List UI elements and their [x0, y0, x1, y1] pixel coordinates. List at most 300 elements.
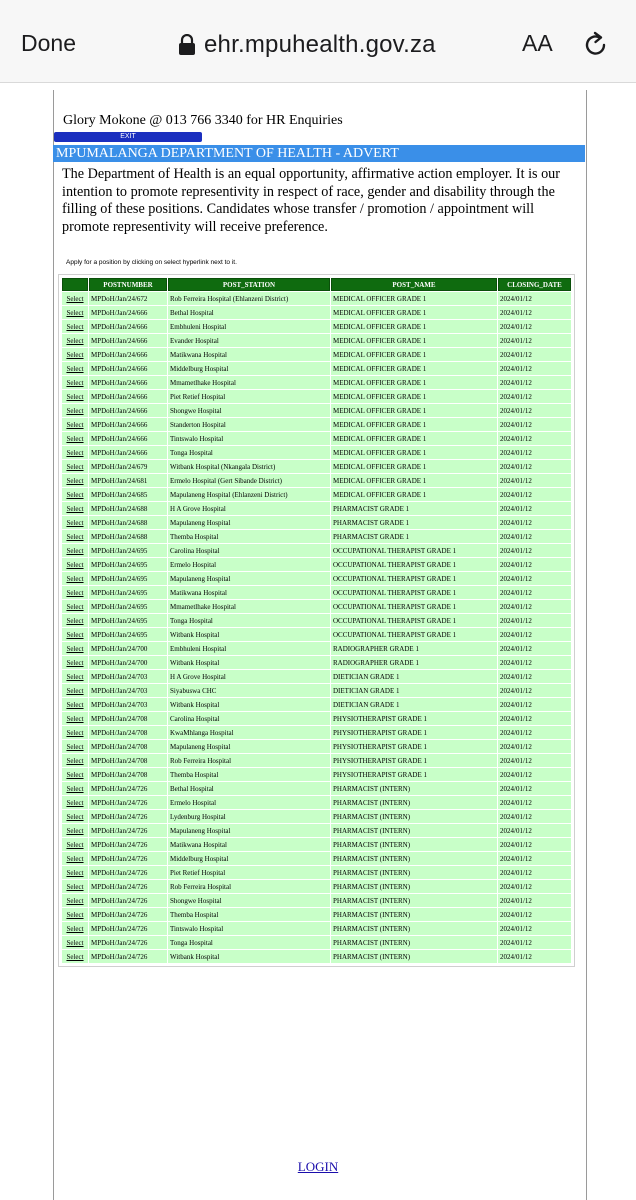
post-name-cell: PHARMACIST (INTERN) — [331, 908, 497, 921]
select-link[interactable]: Select — [62, 586, 88, 599]
post-name-cell: MEDICAL OFFICER GRADE 1 — [331, 362, 497, 375]
closing-date-cell: 2024/01/12 — [498, 628, 571, 641]
post-name-cell: RADIOGRAPHER GRADE 1 — [331, 642, 497, 655]
exit-button[interactable]: EXIT — [54, 132, 202, 142]
table-row — [62, 418, 571, 431]
post-station-cell: Carolina Hospital — [168, 544, 330, 557]
post-station-cell: Evander Hospital — [168, 334, 330, 347]
postnumber-cell: MPDoH/Jan/24/666 — [89, 446, 167, 459]
closing-date-cell: 2024/01/12 — [498, 782, 571, 795]
table-row — [62, 726, 571, 739]
table-row — [62, 432, 571, 445]
post-station-cell: Standerton Hospital — [168, 418, 330, 431]
table-row — [62, 642, 571, 655]
select-link[interactable]: Select — [62, 460, 88, 473]
closing-date-cell: 2024/01/12 — [498, 600, 571, 613]
post-name-cell: PHARMACIST (INTERN) — [331, 810, 497, 823]
postnumber-cell: MPDoH/Jan/24/688 — [89, 502, 167, 515]
table-row — [62, 782, 571, 795]
closing-date-cell: 2024/01/12 — [498, 334, 571, 347]
postnumber-cell: MPDoH/Jan/24/726 — [89, 782, 167, 795]
table-row — [62, 936, 571, 949]
closing-date-cell: 2024/01/12 — [498, 558, 571, 571]
text-size-button[interactable]: AA — [522, 30, 553, 56]
table-row — [62, 880, 571, 893]
select-link[interactable]: Select — [62, 600, 88, 613]
postnumber-cell: MPDoH/Jan/24/726 — [89, 838, 167, 851]
post-name-cell: PHARMACIST (INTERN) — [331, 950, 497, 963]
table-row — [62, 824, 571, 837]
post-station-cell: Ermelo Hospital — [168, 796, 330, 809]
browser-toolbar — [0, 0, 636, 83]
post-name-cell: MEDICAL OFFICER GRADE 1 — [331, 376, 497, 389]
table-row — [62, 586, 571, 599]
closing-date-cell: 2024/01/12 — [498, 516, 571, 529]
select-link[interactable]: Select — [62, 880, 88, 893]
post-name-cell: PHARMACIST (INTERN) — [331, 824, 497, 837]
closing-date-cell: 2024/01/12 — [498, 320, 571, 333]
post-station-cell: Embhuleni Hospital — [168, 320, 330, 333]
post-station-cell: Witbank Hospital (Nkangala District) — [168, 460, 330, 473]
postnumber-cell: MPDoH/Jan/24/666 — [89, 348, 167, 361]
select-link[interactable]: Select — [62, 488, 88, 501]
post-station-cell: Mmametlhake Hospital — [168, 600, 330, 613]
postnumber-cell: MPDoH/Jan/24/666 — [89, 404, 167, 417]
post-name-cell: MEDICAL OFFICER GRADE 1 — [331, 348, 497, 361]
select-link[interactable]: Select — [62, 628, 88, 641]
post-station-cell: Ermelo Hospital — [168, 558, 330, 571]
closing-date-cell: 2024/01/12 — [498, 446, 571, 459]
select-link[interactable]: Select — [62, 544, 88, 557]
closing-date-cell: 2024/01/12 — [498, 432, 571, 445]
table-row — [62, 600, 571, 613]
closing-date-cell: 2024/01/12 — [498, 544, 571, 557]
postnumber-cell: MPDoH/Jan/24/695 — [89, 614, 167, 627]
select-link[interactable]: Select — [62, 320, 88, 333]
select-link[interactable]: Select — [62, 362, 88, 375]
postnumber-cell: MPDoH/Jan/24/666 — [89, 376, 167, 389]
closing-date-cell: 2024/01/12 — [498, 698, 571, 711]
postnumber-cell: MPDoH/Jan/24/726 — [89, 824, 167, 837]
closing-date-cell: 2024/01/12 — [498, 614, 571, 627]
select-link[interactable]: Select — [62, 782, 88, 795]
table-row — [62, 502, 571, 515]
select-link[interactable]: Select — [62, 950, 88, 963]
table-row — [62, 488, 571, 501]
post-station-cell: Piet Retief Hospital — [168, 390, 330, 403]
closing-date-cell: 2024/01/12 — [498, 404, 571, 417]
postnumber-cell: MPDoH/Jan/24/666 — [89, 362, 167, 375]
table-row — [62, 670, 571, 683]
header-select — [62, 278, 88, 291]
header-post-station[interactable]: POST_STATION — [168, 278, 330, 291]
post-station-cell: Themba Hospital — [168, 530, 330, 543]
postnumber-cell: MPDoH/Jan/24/703 — [89, 684, 167, 697]
postnumber-cell: MPDoH/Jan/24/695 — [89, 586, 167, 599]
postnumber-cell: MPDoH/Jan/24/688 — [89, 516, 167, 529]
post-station-cell: Mapulaneng Hospital — [168, 740, 330, 753]
select-link[interactable]: Select — [62, 670, 88, 683]
postnumber-cell: MPDoH/Jan/24/688 — [89, 530, 167, 543]
post-name-cell: PHARMACIST (INTERN) — [331, 838, 497, 851]
table-row — [62, 460, 571, 473]
table-row — [62, 712, 571, 725]
select-link[interactable]: Select — [62, 852, 88, 865]
postnumber-cell: MPDoH/Jan/24/726 — [89, 796, 167, 809]
closing-date-cell: 2024/01/12 — [498, 768, 571, 781]
reload-icon[interactable] — [583, 30, 609, 58]
postnumber-cell: MPDoH/Jan/24/708 — [89, 754, 167, 767]
postnumber-cell: MPDoH/Jan/24/666 — [89, 390, 167, 403]
closing-date-cell: 2024/01/12 — [498, 306, 571, 319]
closing-date-cell: 2024/01/12 — [498, 866, 571, 879]
table-row — [62, 516, 571, 529]
select-link[interactable]: Select — [62, 908, 88, 921]
closing-date-cell: 2024/01/12 — [498, 586, 571, 599]
select-link[interactable]: Select — [62, 656, 88, 669]
table-row — [62, 810, 571, 823]
post-name-cell: MEDICAL OFFICER GRADE 1 — [331, 320, 497, 333]
postnumber-cell: MPDoH/Jan/24/703 — [89, 670, 167, 683]
closing-date-cell: 2024/01/12 — [498, 362, 571, 375]
post-station-cell: Mapulaneng Hospital (Ehlanzeni District) — [168, 488, 330, 501]
url-text: ehr.mpuhealth.gov.za — [204, 31, 436, 58]
post-name-cell: PHYSIOTHERAPIST GRADE 1 — [331, 740, 497, 753]
post-name-cell: OCCUPATIONAL THERAPIST GRADE 1 — [331, 544, 497, 557]
post-name-cell: PHYSIOTHERAPIST GRADE 1 — [331, 768, 497, 781]
select-link[interactable]: Select — [62, 740, 88, 753]
postnumber-cell: MPDoH/Jan/24/726 — [89, 908, 167, 921]
post-name-cell: PHARMACIST (INTERN) — [331, 782, 497, 795]
closing-date-cell: 2024/01/12 — [498, 390, 571, 403]
postnumber-cell: MPDoH/Jan/24/708 — [89, 726, 167, 739]
post-station-cell: Middelburg Hospital — [168, 852, 330, 865]
post-station-cell: Bethal Hospital — [168, 306, 330, 319]
closing-date-cell: 2024/01/12 — [498, 642, 571, 655]
postnumber-cell: MPDoH/Jan/24/679 — [89, 460, 167, 473]
postnumber-cell: MPDoH/Jan/24/703 — [89, 698, 167, 711]
post-name-cell: DIETICIAN GRADE 1 — [331, 684, 497, 697]
table-row — [62, 292, 571, 305]
select-link[interactable]: Select — [62, 726, 88, 739]
closing-date-cell: 2024/01/12 — [498, 908, 571, 921]
postnumber-cell: MPDoH/Jan/24/695 — [89, 558, 167, 571]
closing-date-cell: 2024/01/12 — [498, 796, 571, 809]
table-row — [62, 446, 571, 459]
done-button[interactable]: Done — [21, 30, 76, 56]
post-name-cell: PHARMACIST (INTERN) — [331, 866, 497, 879]
select-link[interactable]: Select — [62, 572, 88, 585]
postnumber-cell: MPDoH/Jan/24/666 — [89, 418, 167, 431]
postnumber-cell: MPDoH/Jan/24/708 — [89, 740, 167, 753]
select-link[interactable]: Select — [62, 866, 88, 879]
post-name-cell: PHYSIOTHERAPIST GRADE 1 — [331, 754, 497, 767]
post-name-cell: DIETICIAN GRADE 1 — [331, 698, 497, 711]
post-station-cell: Piet Retief Hospital — [168, 866, 330, 879]
postnumber-cell: MPDoH/Jan/24/695 — [89, 572, 167, 585]
select-link[interactable]: Select — [62, 754, 88, 767]
select-link[interactable]: Select — [62, 712, 88, 725]
closing-date-cell: 2024/01/12 — [498, 348, 571, 361]
post-name-cell: MEDICAL OFFICER GRADE 1 — [331, 460, 497, 473]
header-post-name[interactable]: POST_NAME — [331, 278, 497, 291]
closing-date-cell: 2024/01/12 — [498, 754, 571, 767]
select-link[interactable]: Select — [62, 768, 88, 781]
post-station-cell: Witbank Hospital — [168, 698, 330, 711]
table-row — [62, 852, 571, 865]
closing-date-cell: 2024/01/12 — [498, 880, 571, 893]
post-station-cell: Matikwana Hospital — [168, 586, 330, 599]
post-station-cell: Matikwana Hospital — [168, 348, 330, 361]
select-link[interactable]: Select — [62, 418, 88, 431]
post-station-cell: Rob Ferreira Hospital — [168, 754, 330, 767]
post-name-cell: PHARMACIST (INTERN) — [331, 852, 497, 865]
post-name-cell: PHARMACIST GRADE 1 — [331, 516, 497, 529]
post-station-cell: Witbank Hospital — [168, 950, 330, 963]
select-link[interactable]: Select — [62, 698, 88, 711]
postnumber-cell: MPDoH/Jan/24/681 — [89, 474, 167, 487]
table-row — [62, 544, 571, 557]
postnumber-cell: MPDoH/Jan/24/695 — [89, 544, 167, 557]
header-closing-date[interactable]: CLOSING_DATE — [498, 278, 571, 291]
postnumber-cell: MPDoH/Jan/24/666 — [89, 306, 167, 319]
post-name-cell: OCCUPATIONAL THERAPIST GRADE 1 — [331, 600, 497, 613]
post-name-cell: PHARMACIST (INTERN) — [331, 922, 497, 935]
table-row — [62, 754, 571, 767]
closing-date-cell: 2024/01/12 — [498, 824, 571, 837]
closing-date-cell: 2024/01/12 — [498, 684, 571, 697]
closing-date-cell: 2024/01/12 — [498, 502, 571, 515]
table-row — [62, 838, 571, 851]
postnumber-cell: MPDoH/Jan/24/666 — [89, 334, 167, 347]
post-station-cell: H A Grove Hospital — [168, 670, 330, 683]
post-name-cell: OCCUPATIONAL THERAPIST GRADE 1 — [331, 572, 497, 585]
post-station-cell: Lydenburg Hospital — [168, 810, 330, 823]
header-postnumber[interactable]: POSTNUMBER — [89, 278, 167, 291]
post-station-cell: Mmametlhake Hospital — [168, 376, 330, 389]
table-row — [62, 348, 571, 361]
closing-date-cell: 2024/01/12 — [498, 572, 571, 585]
closing-date-cell: 2024/01/12 — [498, 292, 571, 305]
post-station-cell: Carolina Hospital — [168, 712, 330, 725]
post-name-cell: PHARMACIST (INTERN) — [331, 796, 497, 809]
select-link[interactable]: Select — [62, 894, 88, 907]
select-link[interactable]: Select — [62, 530, 88, 543]
post-station-cell: Siyabuswa CHC — [168, 684, 330, 697]
table-row — [62, 698, 571, 711]
table-header-row — [62, 278, 571, 291]
postnumber-cell: MPDoH/Jan/24/695 — [89, 600, 167, 613]
post-station-cell: Shongwe Hospital — [168, 404, 330, 417]
postnumber-cell: MPDoH/Jan/24/726 — [89, 894, 167, 907]
select-link[interactable]: Select — [62, 516, 88, 529]
postnumber-cell: MPDoH/Jan/24/726 — [89, 866, 167, 879]
closing-date-cell: 2024/01/12 — [498, 894, 571, 907]
post-station-cell: Tintswalo Hospital — [168, 922, 330, 935]
post-name-cell: MEDICAL OFFICER GRADE 1 — [331, 432, 497, 445]
post-name-cell: MEDICAL OFFICER GRADE 1 — [331, 292, 497, 305]
select-link[interactable]: Select — [62, 474, 88, 487]
postnumber-cell: MPDoH/Jan/24/700 — [89, 656, 167, 669]
post-station-cell: Tonga Hospital — [168, 446, 330, 459]
postnumber-cell: MPDoH/Jan/24/726 — [89, 936, 167, 949]
post-name-cell: PHARMACIST GRADE 1 — [331, 502, 497, 515]
postnumber-cell: MPDoH/Jan/24/708 — [89, 712, 167, 725]
table-row — [62, 740, 571, 753]
closing-date-cell: 2024/01/12 — [498, 474, 571, 487]
closing-date-cell: 2024/01/12 — [498, 460, 571, 473]
postnumber-cell: MPDoH/Jan/24/700 — [89, 642, 167, 655]
post-name-cell: OCCUPATIONAL THERAPIST GRADE 1 — [331, 558, 497, 571]
post-name-cell: OCCUPATIONAL THERAPIST GRADE 1 — [331, 628, 497, 641]
select-link[interactable]: Select — [62, 642, 88, 655]
select-link[interactable]: Select — [62, 796, 88, 809]
post-name-cell: PHYSIOTHERAPIST GRADE 1 — [331, 712, 497, 725]
table-row — [62, 404, 571, 417]
table-row — [62, 572, 571, 585]
intro-paragraph: The Department of Health is an equal opportunity, affirmative action employer. It is our intention to promote representivity in respect of race, gender and disability through the filling of these positions. Candidates whose transfer / promotion / appointment will promote representivity will receive preference. — [62, 166, 560, 235]
table-row — [62, 684, 571, 697]
table-row — [62, 628, 571, 641]
select-link[interactable]: Select — [62, 810, 88, 823]
post-station-cell: Themba Hospital — [168, 908, 330, 921]
post-name-cell: PHARMACIST (INTERN) — [331, 894, 497, 907]
postnumber-cell: MPDoH/Jan/24/726 — [89, 810, 167, 823]
postnumber-cell: MPDoH/Jan/24/726 — [89, 852, 167, 865]
post-station-cell: Witbank Hospital — [168, 628, 330, 641]
post-station-cell: Bethal Hospital — [168, 782, 330, 795]
closing-date-cell: 2024/01/12 — [498, 922, 571, 935]
table-row — [62, 796, 571, 809]
table-row — [62, 908, 571, 921]
table-row — [62, 362, 571, 375]
post-name-cell: PHYSIOTHERAPIST GRADE 1 — [331, 726, 497, 739]
post-station-cell: Ermelo Hospital (Gert Sibande District) — [168, 474, 330, 487]
select-link[interactable]: Select — [62, 502, 88, 515]
closing-date-cell: 2024/01/12 — [498, 936, 571, 949]
login-link[interactable]: LOGIN — [297, 1159, 339, 1174]
post-name-cell: MEDICAL OFFICER GRADE 1 — [331, 488, 497, 501]
select-link[interactable]: Select — [62, 334, 88, 347]
post-name-cell: PHARMACIST (INTERN) — [331, 880, 497, 893]
table-body — [62, 292, 571, 963]
post-name-cell: OCCUPATIONAL THERAPIST GRADE 1 — [331, 586, 497, 599]
select-link[interactable]: Select — [62, 292, 88, 305]
post-station-cell: Witbank Hospital — [168, 656, 330, 669]
select-link[interactable]: Select — [62, 684, 88, 697]
closing-date-cell: 2024/01/12 — [498, 740, 571, 753]
table-row — [62, 474, 571, 487]
hr-contact-text: Glory Mokone @ 013 766 3340 for HR Enquiries — [63, 113, 343, 128]
post-name-cell: MEDICAL OFFICER GRADE 1 — [331, 474, 497, 487]
table-row — [62, 894, 571, 907]
post-station-cell: Mapulaneng Hospital — [168, 516, 330, 529]
table-row — [62, 656, 571, 669]
select-link[interactable]: Select — [62, 432, 88, 445]
table-row — [62, 614, 571, 627]
closing-date-cell: 2024/01/12 — [498, 418, 571, 431]
closing-date-cell: 2024/01/12 — [498, 376, 571, 389]
closing-date-cell: 2024/01/12 — [498, 726, 571, 739]
closing-date-cell: 2024/01/12 — [498, 530, 571, 543]
post-name-cell: PHARMACIST (INTERN) — [331, 936, 497, 949]
closing-date-cell: 2024/01/12 — [498, 656, 571, 669]
table-row — [62, 922, 571, 935]
post-name-cell: MEDICAL OFFICER GRADE 1 — [331, 334, 497, 347]
select-link[interactable]: Select — [62, 446, 88, 459]
select-link[interactable]: Select — [62, 306, 88, 319]
table-row — [62, 334, 571, 347]
postnumber-cell: MPDoH/Jan/24/695 — [89, 628, 167, 641]
postnumber-cell: MPDoH/Jan/24/666 — [89, 320, 167, 333]
lock-icon — [178, 34, 196, 56]
post-name-cell: PHARMACIST GRADE 1 — [331, 530, 497, 543]
postnumber-cell: MPDoH/Jan/24/726 — [89, 880, 167, 893]
select-link[interactable]: Select — [62, 614, 88, 627]
select-link[interactable]: Select — [62, 404, 88, 417]
post-name-cell: DIETICIAN GRADE 1 — [331, 670, 497, 683]
page-banner: MPUMALANGA DEPARTMENT OF HEALTH - ADVERT — [53, 145, 585, 162]
post-station-cell: Shongwe Hospital — [168, 894, 330, 907]
positions-table — [58, 274, 575, 967]
closing-date-cell: 2024/01/12 — [498, 852, 571, 865]
post-station-cell: Tonga Hospital — [168, 936, 330, 949]
post-station-cell: Mapulaneng Hospital — [168, 572, 330, 585]
select-link[interactable]: Select — [62, 838, 88, 851]
closing-date-cell: 2024/01/12 — [498, 670, 571, 683]
post-station-cell: Middelburg Hospital — [168, 362, 330, 375]
postnumber-cell: MPDoH/Jan/24/726 — [89, 922, 167, 935]
table-row — [62, 558, 571, 571]
table-row — [62, 950, 571, 963]
closing-date-cell: 2024/01/12 — [498, 838, 571, 851]
post-station-cell: Matikwana Hospital — [168, 838, 330, 851]
select-link[interactable]: Select — [62, 922, 88, 935]
post-station-cell: Rob Ferreira Hospital (Ehlanzeni District) — [168, 292, 330, 305]
select-link[interactable]: Select — [62, 824, 88, 837]
table-row — [62, 530, 571, 543]
post-name-cell: MEDICAL OFFICER GRADE 1 — [331, 446, 497, 459]
post-station-cell: Rob Ferreira Hospital — [168, 880, 330, 893]
table-row — [62, 306, 571, 319]
post-station-cell: Mapulaneng Hospital — [168, 824, 330, 837]
post-station-cell: KwaMhlanga Hospital — [168, 726, 330, 739]
address-bar[interactable] — [178, 28, 436, 62]
postnumber-cell: MPDoH/Jan/24/685 — [89, 488, 167, 501]
postnumber-cell: MPDoH/Jan/24/666 — [89, 432, 167, 445]
closing-date-cell: 2024/01/12 — [498, 950, 571, 963]
table-row — [62, 768, 571, 781]
post-name-cell: MEDICAL OFFICER GRADE 1 — [331, 404, 497, 417]
select-link[interactable]: Select — [62, 558, 88, 571]
postnumber-cell: MPDoH/Jan/24/708 — [89, 768, 167, 781]
post-station-cell: Tintswalo Hospital — [168, 432, 330, 445]
post-station-cell: Embhuleni Hospital — [168, 642, 330, 655]
post-name-cell: RADIOGRAPHER GRADE 1 — [331, 656, 497, 669]
select-link[interactable]: Select — [62, 936, 88, 949]
select-link[interactable]: Select — [62, 348, 88, 361]
post-name-cell: OCCUPATIONAL THERAPIST GRADE 1 — [331, 614, 497, 627]
post-station-cell: Tonga Hospital — [168, 614, 330, 627]
apply-instructions: Apply for a position by clicking on select hyperlink next to it. — [66, 259, 237, 266]
table-row — [62, 866, 571, 879]
select-link[interactable]: Select — [62, 390, 88, 403]
closing-date-cell: 2024/01/12 — [498, 488, 571, 501]
post-station-cell: H A Grove Hospital — [168, 502, 330, 515]
post-name-cell: MEDICAL OFFICER GRADE 1 — [331, 306, 497, 319]
select-link[interactable]: Select — [62, 376, 88, 389]
table-row — [62, 376, 571, 389]
